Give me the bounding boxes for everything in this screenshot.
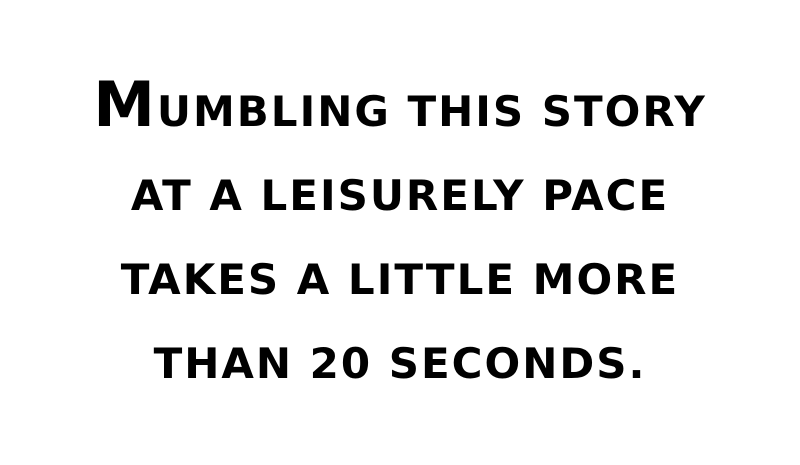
caption-line-3: TAKES A LITTLE MORE: [120, 255, 680, 304]
caption-line-2: AT A LEISURELY PACE: [130, 171, 670, 220]
caption-drop-cap: M: [93, 68, 157, 141]
caption-line-1: [93, 63, 707, 154]
caption-line-1-text: UMBLING THIS STORY: [156, 87, 707, 136]
caption-line-4: THAN 20 SECONDS.: [153, 339, 647, 388]
